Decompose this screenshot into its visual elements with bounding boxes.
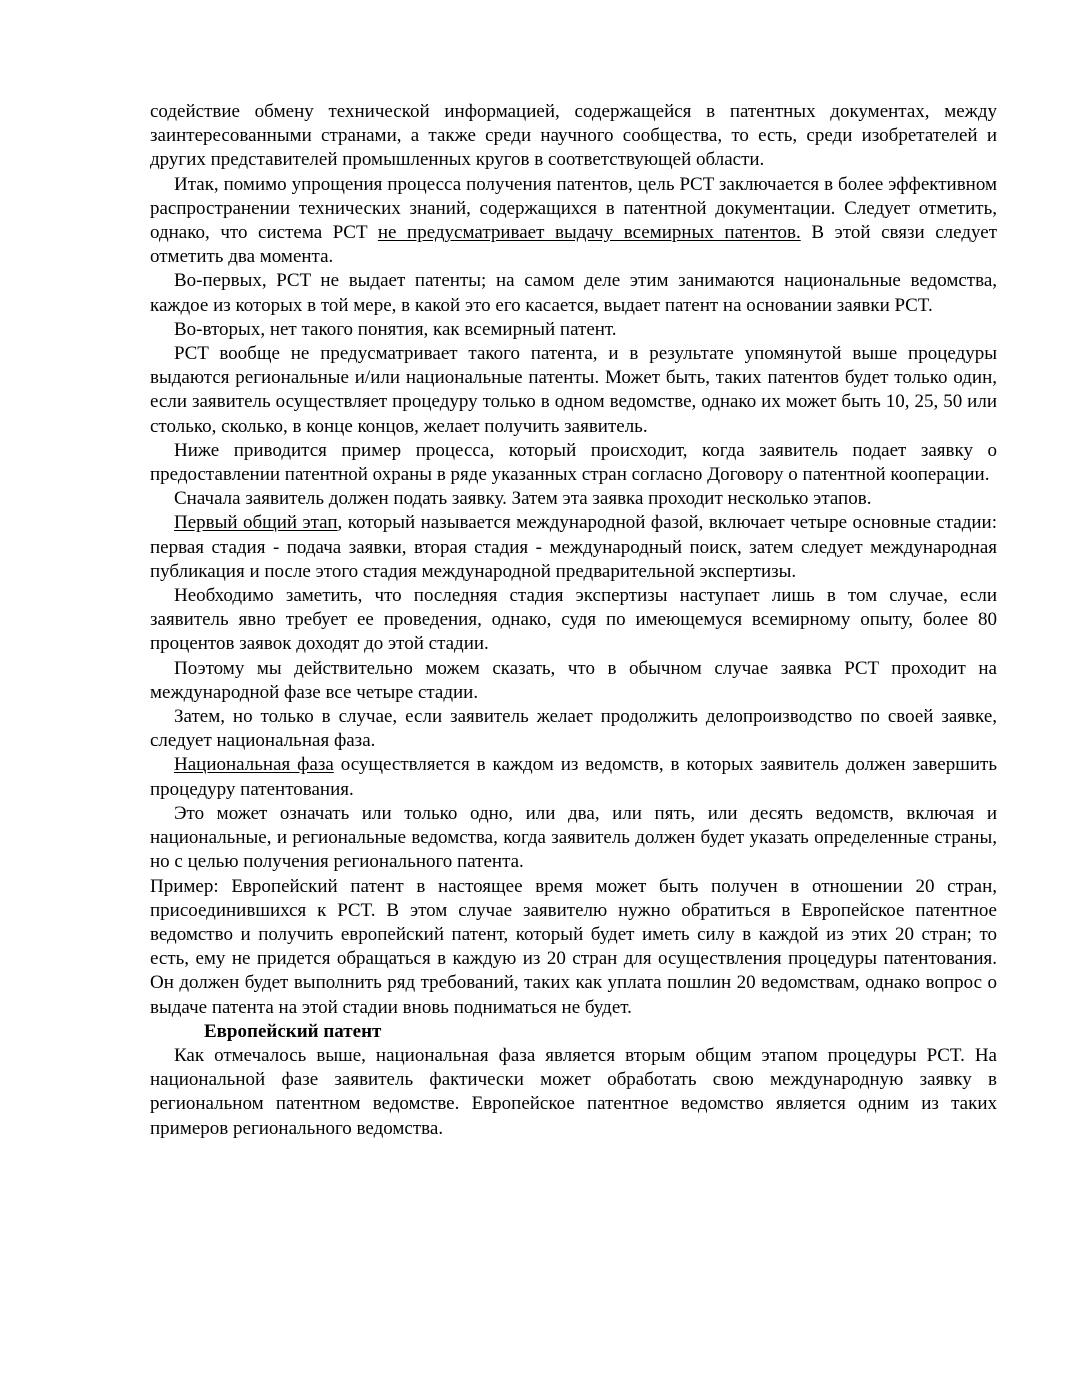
paragraph-2 (150, 173, 997, 270)
paragraph-8 (150, 511, 997, 584)
paragraph-7: Сначала заявитель должен подать заявку. Затем эта заявка проходит несколько этапов. (174, 488, 872, 510)
document-page (150, 100, 997, 1141)
paragraph-6: Ниже приводится пример процесса, который происходит, когда заявитель подает заявку о предоставлении патентной охраны в ряде указанных стран согласно Договору о патентной кооперации. (150, 439, 997, 486)
underlined-national-phase: Национальная фаза (174, 754, 334, 776)
paragraph-12 (150, 753, 997, 801)
paragraph-10: Поэтому мы действительно можем сказать, что в обычном случае заявка PCT проходит на международной фазе все четыре стадии. (150, 657, 997, 703)
paragraph-14-example: Пример: Европейский патент в настоящее время может быть получен в отношении 20 стран, присоединившихся к PCT. В этом случае заявителю нужно обратиться в Европейское патентное ведомство и получить европейский патент, который будет иметь силу в каждой из этих 20 стран; то есть, ему не придется обращаться в каждую из 20 стран для осуществления процедуры патентования. Он должен будет выполнить ряд требований, таких как уплата пошлин 20 ведомствам, однако вопрос о выдаче патента на этой стадии вновь подниматься не будет. (150, 875, 997, 1018)
paragraph-8-text: , который называется международной фазой, включает четыре основные стадии: первая стадия - подача заявки, вторая стадия - международный поиск, затем следует международная публикация и после этого стадия международной предварительной экспертизы. (150, 512, 998, 582)
paragraph-2-text-a: Итак, помимо упрощения процесса получения патентов, цель PCT заключается в более эффективном распространении технических знаний, содержащихся в патентной документации. Следует отметить, однако, что система PCT (150, 173, 997, 244)
paragraph-4: Во-вторых, нет такого понятия, как всемирный патент. (174, 318, 617, 340)
paragraph-11: Затем, но только в случае, если заявитель желает продолжить делопроизводство по своей заявке, следует национальная фаза. (150, 706, 997, 752)
paragraph-2-text-b: В этой связи следует отметить два момента. (150, 222, 997, 268)
paragraph-1: содействие обмену технической информацией, содержащейся в патентных документах, между заинтересованными странами, а также среди научного сообщества, то есть, среди изобретателей и других представителей промышленных кругов в соответствующей области. (150, 101, 997, 171)
paragraph-12-text: осуществляется в каждом из ведомств, в которых заявитель должен завершить процедуру патентования. (150, 754, 997, 800)
underlined-first-stage: Первый общий этап (174, 512, 338, 534)
paragraph-5: PCT вообще не предусматривает такого патента, и в результате упомянутой выше процедуры выдаются региональные и/или национальные патенты. Может быть, таких патентов будет только один, если заявитель осуществляет процедуру только в одном ведомстве, однако их может быть 10, 25, 50 или столько, сколько, в конце концов, желает получить заявитель. (150, 343, 997, 437)
underlined-no-world-patents: не предусматривает выдачу всемирных патентов. (377, 222, 801, 244)
section-heading: Европейский патент (204, 1020, 382, 1042)
paragraph-15: Как отмечалось выше, национальная фаза является вторым общим этапом процедуры PCT. На национальной фазе заявитель фактически может обработать свою международную заявку в региональном патентном ведомстве. Европейское патентное ведомство является одним из таких примеров регионального ведомства. (150, 1044, 997, 1139)
paragraph-3: Во-первых, PCT не выдает патенты; на самом деле этим занимаются национальные ведомства, каждое из которых в той мере, в какой это его касается, выдает патент на основании заявки PCT. (150, 270, 997, 316)
paragraph-13: Это может означать или только одно, или два, или пять, или десять ведомств, включая и национальные, и региональные ведомства, когда заявитель должен будет указать определенные страны, но с целью получения регионального патента. (150, 802, 997, 873)
paragraph-9: Необходимо заметить, что последняя стадия экспертизы наступает лишь в том случае, если заявитель явно требует ее проведения, однако, судя по имеющемуся всемирному опыту, более 80 процентов заявок доходят до этой стадии. (150, 585, 997, 655)
